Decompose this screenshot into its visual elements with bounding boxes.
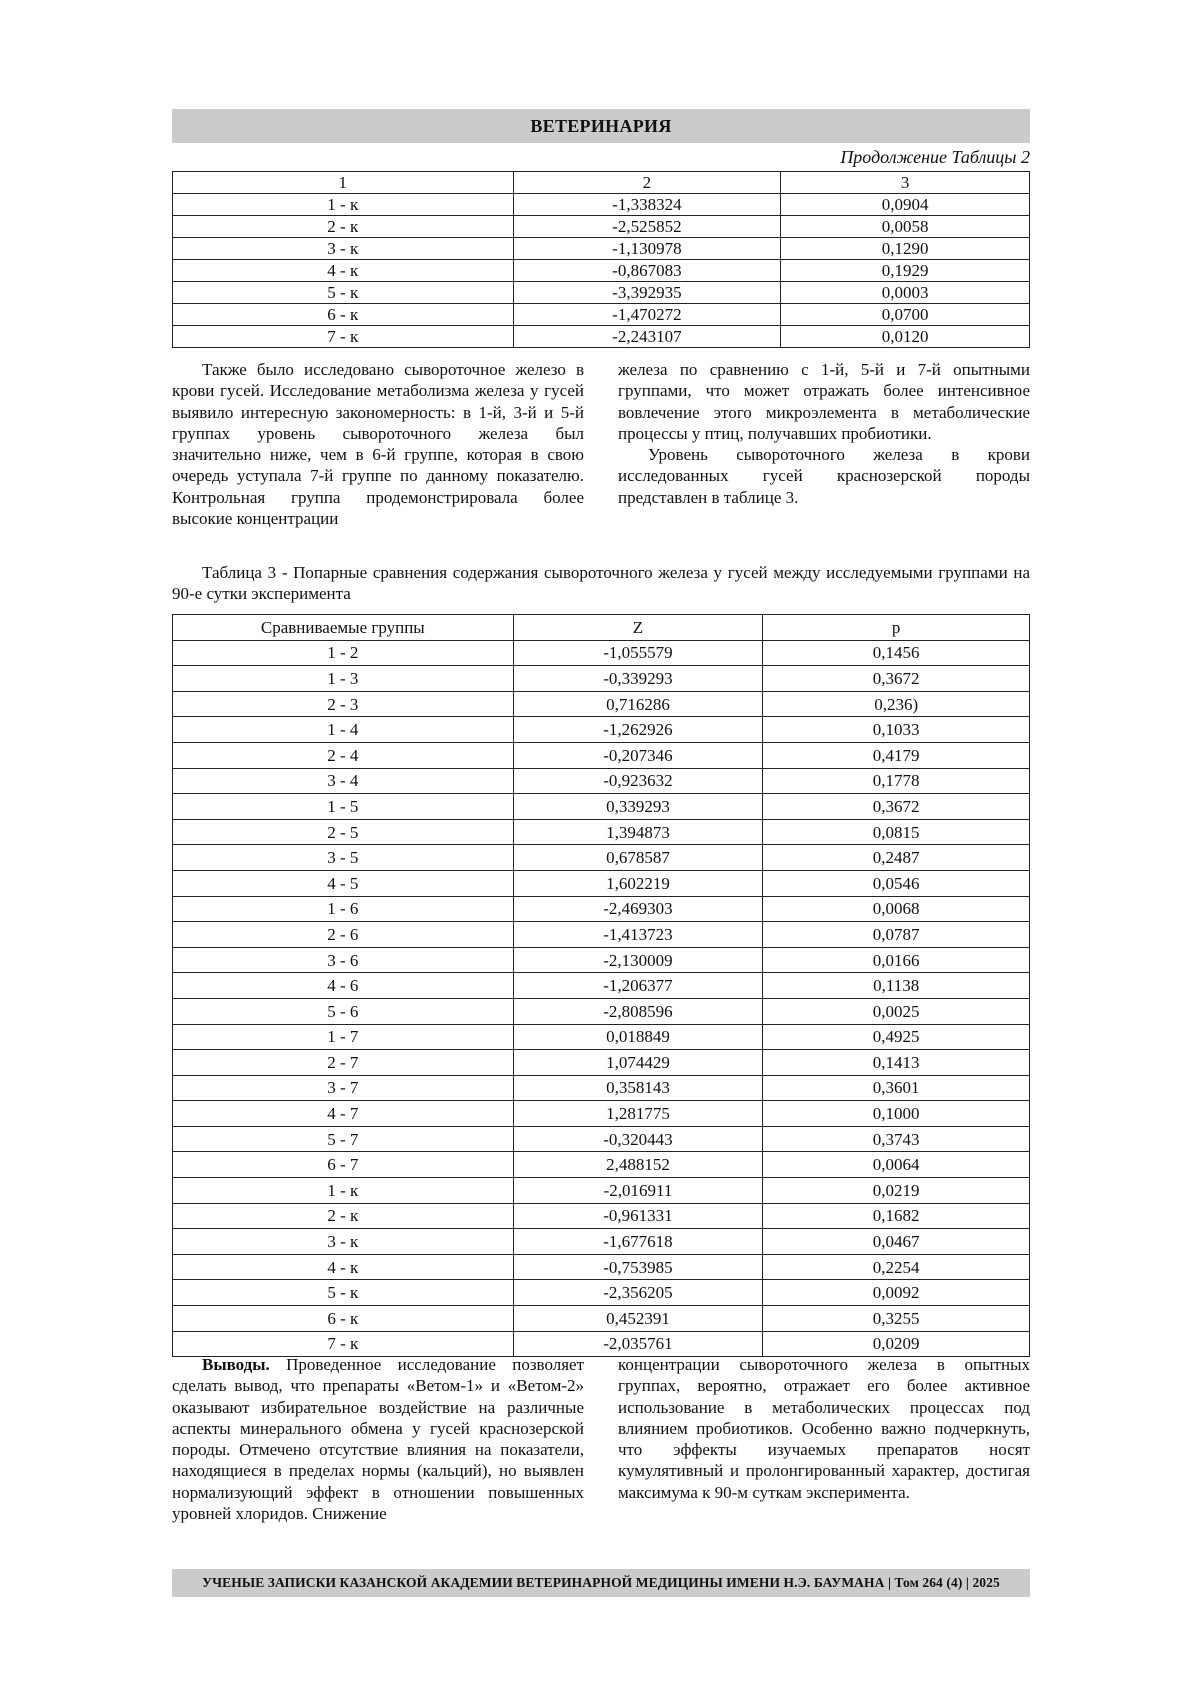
table-cell: 2 - 6 [173, 922, 514, 948]
table-cell: 0,0025 [763, 998, 1030, 1024]
table-cell: 1 - 3 [173, 666, 514, 692]
table2-body [173, 172, 1030, 348]
table-row [173, 1178, 1030, 1204]
table-cell: p [763, 615, 1030, 641]
table-cell: 5 - к [173, 1280, 514, 1306]
table-cell: 1 - 2 [173, 640, 514, 666]
table-cell: -1,470272 [513, 304, 781, 326]
table-cell: 2 - 5 [173, 819, 514, 845]
table-cell: 2 - 7 [173, 1050, 514, 1076]
table-cell: -0,320443 [513, 1126, 763, 1152]
table-cell: 0,2254 [763, 1254, 1030, 1280]
table-cell: 0,716286 [513, 691, 763, 717]
table-cell: Z [513, 615, 763, 641]
table-cell: 3 - к [173, 238, 514, 260]
table-cell: 0,236) [763, 691, 1030, 717]
table-cell: 0,358143 [513, 1075, 763, 1101]
table-cell: 0,2487 [763, 845, 1030, 871]
table-cell: 0,3255 [763, 1306, 1030, 1332]
table-cell: -0,923632 [513, 768, 763, 794]
table-cell: 2 - к [173, 216, 514, 238]
table-cell: 1 [173, 172, 514, 194]
table-cell: 0,0700 [781, 304, 1030, 326]
table3-pairwise-comparisons [172, 614, 1030, 1357]
table-cell: 5 - 6 [173, 998, 514, 1024]
paragraph-table3-intro: Уровень сывороточного железа в крови исследованных гусей краснозерской породы представлен в таблице 3. [618, 445, 1030, 507]
table3-body [173, 615, 1030, 1357]
table-cell: 0,0467 [763, 1229, 1030, 1255]
table-row [173, 794, 1030, 820]
table-cell: -1,677618 [513, 1229, 763, 1255]
table-cell: 0,0092 [763, 1280, 1030, 1306]
table-cell: 7 - к [173, 326, 514, 348]
section-header: ВЕТЕРИНАРИЯ [172, 109, 1030, 143]
table-header-row [173, 615, 1030, 641]
table-cell: 0,0815 [763, 819, 1030, 845]
conclusions-right-text: концентрации сывороточного железа в опытных группах, вероятно, отражает его более активное использование в метаболических процессах под влиянием пробиотиков. Особенно важно подчеркнуть, что эффекты изучаемых препаратов носят кумулятивный и пролонгированный характер, достигая максимума к 90-м суткам эксперимента. [618, 1355, 1030, 1502]
table-cell: 4 - к [173, 1254, 514, 1280]
table-cell: -0,867083 [513, 260, 781, 282]
table-cell: 5 - 7 [173, 1126, 514, 1152]
table2-continuation [172, 171, 1030, 348]
table-cell: 6 - к [173, 1306, 514, 1332]
table-cell: 0,678587 [513, 845, 763, 871]
table3-title [172, 562, 1030, 604]
table-cell: -2,243107 [513, 326, 781, 348]
table-cell: 0,0546 [763, 870, 1030, 896]
table-cell: 0,1929 [781, 260, 1030, 282]
table-row [173, 870, 1030, 896]
table-cell: -1,262926 [513, 717, 763, 743]
table-cell: 4 - к [173, 260, 514, 282]
table-cell: 0,1033 [763, 717, 1030, 743]
table-row [173, 998, 1030, 1024]
table-cell: -1,413723 [513, 922, 763, 948]
table-cell: 2 [513, 172, 781, 194]
table-cell: -2,525852 [513, 216, 781, 238]
table-cell: 1 - к [173, 1178, 514, 1204]
table-cell: -2,469303 [513, 896, 763, 922]
table-cell: -2,016911 [513, 1178, 763, 1204]
table-row [173, 326, 1030, 348]
table-row [173, 304, 1030, 326]
table-row [173, 819, 1030, 845]
journal-footer: УЧЕНЫЕ ЗАПИСКИ КАЗАНСКОЙ АКАДЕМИИ ВЕТЕРИНАРНОЙ МЕДИЦИНЫ ИМЕНИ Н.Э. БАУМАНА | Том 264 (4) | 2025 [172, 1569, 1030, 1597]
table-cell: 0,4179 [763, 742, 1030, 768]
table-cell: 0,1290 [781, 238, 1030, 260]
body-text-right-column [618, 359, 1030, 508]
paragraph-iron-study: Также было исследовано сывороточное железо в крови гусей. Исследование метаболизма железа у гусей выявило интересную закономерность: в 1-й, 3-й и 5-й группах уровень сывороточного железа был значительно ниже, чем в 6-й группе, которая в свою очередь уступала 7-й группе по данному показателю. Контрольная группа продемонстрировала более высокие концентрации [172, 360, 584, 529]
table-cell: 2,488152 [513, 1152, 763, 1178]
table-cell: 0,0120 [781, 326, 1030, 348]
table-cell: 1 - 7 [173, 1024, 514, 1050]
table-cell: 0,0219 [763, 1178, 1030, 1204]
paragraph-iron-continued: железа по сравнению с 1-й, 5-й и 7-й опытными группами, что может отражать более интенсивное вовлечение этого микроэлемента в метаболические процессы у птиц, получавших пробиотики. [618, 360, 1030, 443]
table-cell: 7 - к [173, 1331, 514, 1357]
table-cell: -3,392935 [513, 282, 781, 304]
table-cell: -0,961331 [513, 1203, 763, 1229]
table-cell: -1,130978 [513, 238, 781, 260]
table-row [173, 260, 1030, 282]
table-row [173, 1203, 1030, 1229]
table-cell: 0,0068 [763, 896, 1030, 922]
table-row [173, 216, 1030, 238]
table-row [173, 194, 1030, 216]
table-row [173, 238, 1030, 260]
conclusions-left-column [172, 1354, 584, 1524]
table-row [173, 1024, 1030, 1050]
table-row [173, 1152, 1030, 1178]
table-row [173, 1280, 1030, 1306]
table3-title-text: Таблица 3 - Попарные сравнения содержания сывороточного железа у гусей между исследуемыми группами на 90-е сутки эксперимента [172, 563, 1030, 603]
table-cell: 3 - 4 [173, 768, 514, 794]
conclusions-left-text: Проведенное исследование позволяет сделать вывод, что препараты «Ветом-1» и «Ветом-2» оказывают избирательное воздействие на различные аспекты минерального обмена у гусей краснозерской породы. Отмечено отсутствие влияния на показатели, находящиеся в пределах нормы (кальций), но выявлен нормализующий эффект в отношении повышенных уровней хлоридов. Снижение [172, 1355, 584, 1524]
table-row [173, 1075, 1030, 1101]
table-row [173, 947, 1030, 973]
table-cell: 0,1413 [763, 1050, 1030, 1076]
table-cell: 1 - 5 [173, 794, 514, 820]
table-cell: 0,0166 [763, 947, 1030, 973]
table-row [173, 717, 1030, 743]
table-cell: 3 [781, 172, 1030, 194]
table-row [173, 768, 1030, 794]
table-cell: -1,206377 [513, 973, 763, 999]
table-cell: 0,3743 [763, 1126, 1030, 1152]
table-cell: 2 - к [173, 1203, 514, 1229]
table-cell: 2 - 4 [173, 742, 514, 768]
table-cell: 0,339293 [513, 794, 763, 820]
table-cell: -0,207346 [513, 742, 763, 768]
table-cell: 0,452391 [513, 1306, 763, 1332]
conclusions-heading: Выводы. [202, 1355, 270, 1374]
table-cell: -2,130009 [513, 947, 763, 973]
table-row [173, 896, 1030, 922]
table-row [173, 640, 1030, 666]
table-header-row [173, 172, 1030, 194]
table-cell: 0,3672 [763, 794, 1030, 820]
table-cell: 0,0904 [781, 194, 1030, 216]
table-cell: 0,0787 [763, 922, 1030, 948]
table-cell: 0,018849 [513, 1024, 763, 1050]
table-row [173, 1331, 1030, 1357]
table-cell: -1,338324 [513, 194, 781, 216]
table-row [173, 282, 1030, 304]
table-row [173, 1229, 1030, 1255]
table-cell: -2,035761 [513, 1331, 763, 1357]
table-row [173, 666, 1030, 692]
table-cell: -0,339293 [513, 666, 763, 692]
table-cell: 1,602219 [513, 870, 763, 896]
table-cell: 0,0058 [781, 216, 1030, 238]
conclusions-right-column [618, 1354, 1030, 1503]
table-cell: 3 - 5 [173, 845, 514, 871]
table-cell: 2 - 3 [173, 691, 514, 717]
table-cell: 1,281775 [513, 1101, 763, 1127]
table-cell: -1,055579 [513, 640, 763, 666]
table-cell: 0,0209 [763, 1331, 1030, 1357]
table-cell: Сравниваемые группы [173, 615, 514, 641]
table-row [173, 1101, 1030, 1127]
table-cell: 4 - 7 [173, 1101, 514, 1127]
table-cell: 0,4925 [763, 1024, 1030, 1050]
table-cell: 6 - к [173, 304, 514, 326]
table-row [173, 973, 1030, 999]
table-cell: -2,808596 [513, 998, 763, 1024]
table-row [173, 1126, 1030, 1152]
table-cell: 1 - 6 [173, 896, 514, 922]
table-cell: 4 - 6 [173, 973, 514, 999]
table-cell: 0,1138 [763, 973, 1030, 999]
conclusions-paragraph [172, 1354, 584, 1524]
table-row [173, 742, 1030, 768]
table-cell: 3 - 7 [173, 1075, 514, 1101]
table2-continuation-caption: Продолжение Таблицы 2 [840, 147, 1030, 167]
table-cell: -0,753985 [513, 1254, 763, 1280]
table-cell: 1 - к [173, 194, 514, 216]
table-row [173, 691, 1030, 717]
table-cell: 0,0003 [781, 282, 1030, 304]
table-cell: 6 - 7 [173, 1152, 514, 1178]
table-row [173, 1254, 1030, 1280]
table-cell: -2,356205 [513, 1280, 763, 1306]
table-cell: 1 - 4 [173, 717, 514, 743]
table-cell: 0,1000 [763, 1101, 1030, 1127]
body-text-left-column [172, 359, 584, 529]
table-cell: 4 - 5 [173, 870, 514, 896]
table-cell: 0,1456 [763, 640, 1030, 666]
table-cell: 0,1682 [763, 1203, 1030, 1229]
table-cell: 3 - 6 [173, 947, 514, 973]
table-row [173, 922, 1030, 948]
table-cell: 0,3672 [763, 666, 1030, 692]
table-cell: 0,0064 [763, 1152, 1030, 1178]
table-cell: 0,1778 [763, 768, 1030, 794]
table-cell: 1,074429 [513, 1050, 763, 1076]
table-cell: 5 - к [173, 282, 514, 304]
table-cell: 3 - к [173, 1229, 514, 1255]
table-cell: 1,394873 [513, 819, 763, 845]
table-row [173, 1306, 1030, 1332]
table-row [173, 845, 1030, 871]
table-row [173, 1050, 1030, 1076]
table-cell: 0,3601 [763, 1075, 1030, 1101]
